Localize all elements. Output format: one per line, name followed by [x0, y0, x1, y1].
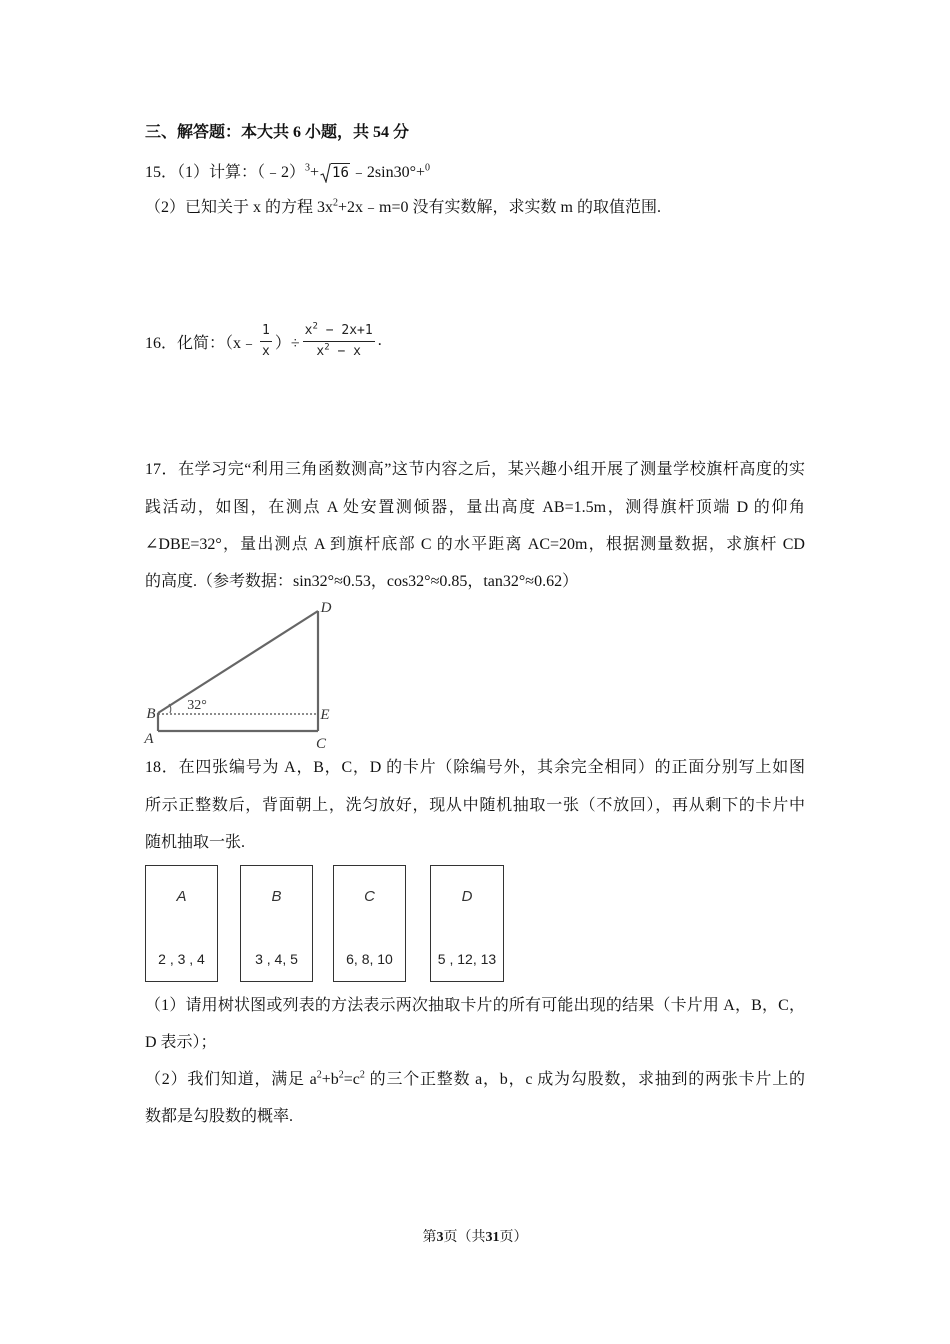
footer-post: 页） [499, 1230, 528, 1245]
label-a: A [144, 731, 154, 747]
footer-pre: 第 [422, 1230, 437, 1245]
q18-part2-seg: +b [321, 1071, 339, 1088]
angle-label: 32° [187, 698, 207, 713]
square-root [320, 163, 350, 183]
variable: x [304, 322, 313, 338]
q17-line: ∠DBE=32°，量出测点 A 到旗杆底部 C 的水平距离 AC=20m，根据测量数据，求旗杆 CD [145, 536, 805, 553]
card-numbers: 3 , 4, 5 [255, 951, 298, 967]
card-numbers: 5 , 12, 13 [437, 951, 497, 967]
card-d [430, 865, 504, 982]
exponent: 2 [324, 342, 330, 353]
exponent: 2 [333, 197, 339, 209]
label-d: D [320, 600, 332, 616]
q16-expression [145, 317, 382, 365]
q17-line: 的高度.（参考数据：sin32°≈0.53，cos32°≈0.85，tan32°≈0.62） [145, 573, 579, 590]
radicand: 16 [332, 165, 349, 182]
q15-part2 [145, 198, 661, 218]
page-total: 31 [485, 1230, 500, 1245]
exponent: 2 [312, 321, 318, 332]
numerator-rest: − 2x+1 [317, 322, 373, 338]
card-b [240, 865, 313, 982]
plus-sign: + [310, 164, 320, 181]
exponent: 2 [359, 1069, 365, 1081]
card-c [333, 865, 406, 982]
q18-part2-seg: （2）我们知道，满足 a [145, 1071, 317, 1088]
fraction-polynomial [303, 322, 375, 361]
fraction-numerator: 1 [260, 322, 272, 342]
exponent: 2 [316, 1069, 322, 1081]
q15-part2-tail: +2x﹣m=0 没有实数解，求实数 m 的取值范围. [338, 199, 661, 216]
q15-part2-lead: （2）已知关于 x 的方程 3x [145, 199, 334, 216]
exponent: 2 [338, 1069, 344, 1081]
fraction-numerator [303, 322, 375, 342]
page-number: 3 [436, 1230, 444, 1245]
footer-mid: 页（共 [443, 1230, 486, 1245]
card-label: B [271, 888, 282, 905]
exponent: 0 [425, 162, 431, 174]
card-numbers: 6, 8, 10 [346, 951, 393, 967]
label-b: B [146, 706, 156, 722]
card-label: A [176, 888, 187, 905]
q16-divide: ）÷ [274, 334, 300, 352]
q18-part1-line: （1）请用树状图或列表的方法表示两次抽取卡片的所有可能出现的结果（卡片用 A，B，C， [145, 997, 805, 1014]
q15-part1 [145, 163, 430, 183]
section-title: 三、解答题：本大共 6 小题，共 54 分 [145, 124, 410, 141]
q17-line: 17．在学习完“利用三角函数测高”这节内容之后，某兴趣小组开展了测量学校旗杆高度的实 [145, 461, 805, 478]
flagpole-figure [135, 595, 345, 755]
card-a [145, 865, 218, 982]
label-c: C [315, 736, 327, 752]
hypotenuse-bd [158, 611, 318, 713]
exponent: 3 [305, 162, 311, 174]
variable: x [316, 343, 325, 359]
q18-part1-line: D 表示）； [145, 1034, 217, 1051]
q18-line: 随机抽取一张. [145, 834, 246, 851]
q18-part2-line [145, 1070, 805, 1090]
q18-part2-seg: =c [343, 1071, 360, 1088]
q16-lead: 16．化简：（x﹣ [145, 334, 258, 352]
q15-part1-tail: ﹣2sin30°+ [350, 164, 426, 181]
denominator-rest: − x [329, 343, 361, 359]
q18-line: 所示正整数后，背面朝上，洗匀放好，现从中随机抽取一张（不放回），再从剩下的卡片中 [145, 797, 805, 814]
fraction-one-over-x [260, 322, 272, 361]
q16-end: . [377, 332, 382, 349]
q18-part2-line: 数都是勾股数的概率. [145, 1108, 294, 1125]
q17-line: 践活动，如图，在测点 A 处安置测倾器，量出高度 AB=1.5m，测得旗杆顶端 D 的仰角 [145, 499, 805, 516]
q15-part1-lead: 15．（1）计算：（﹣2） [145, 164, 306, 181]
card-label: D [461, 888, 473, 905]
q18-line: 18．在四张编号为 A，B，C，D 的卡片（除编号外，其余完全相同）的正面分别写上如图 [145, 759, 805, 776]
fraction-denominator: x [262, 343, 270, 359]
card-label: C [364, 888, 375, 905]
label-e: E [320, 707, 330, 723]
q18-part2-seg: 的三个正整数 a，b，c 成为勾股数，求抽到的两张卡片上的 [364, 1071, 805, 1088]
page-footer [0, 1228, 950, 1248]
fraction-denominator [314, 342, 363, 361]
radical-sign-icon [320, 163, 331, 183]
card-numbers: 2 , 3 , 4 [158, 951, 205, 967]
